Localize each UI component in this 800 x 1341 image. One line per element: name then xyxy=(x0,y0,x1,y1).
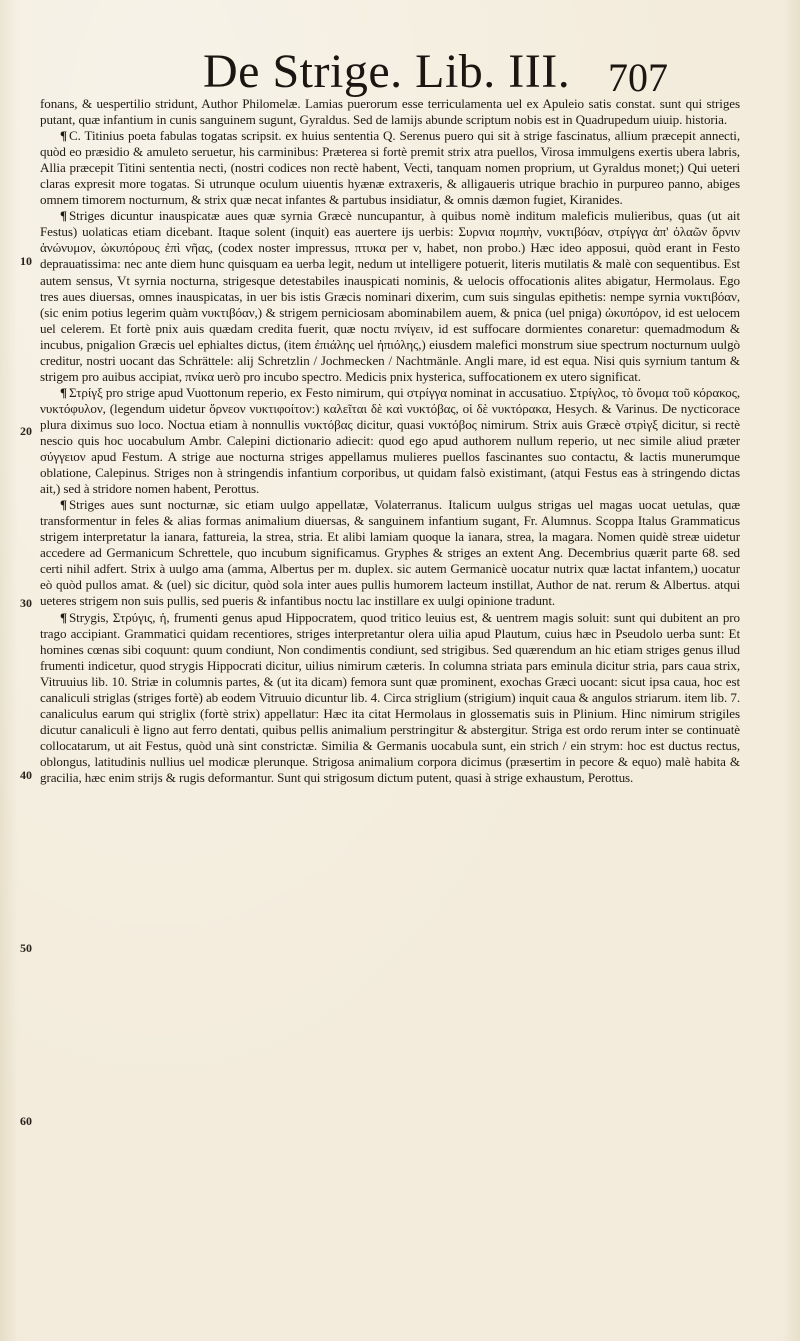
paragraph-text: Striges dicuntur inauspicatæ aues quæ syrnia Græcè nuncupantur, à quibus nomè inditum maleficis mulieribus, quas (ut ait Festus) uolaticas etiam dicebant. Itaque solent (inquit) eas auertere ijs uerbis: Συρνια πομπὴν, νυκτιβόαν, στρίγγα ἀπ' ὀλαῶν ὄρνιν ἀνώνυμον, ὠκυπόρους ἐπὶ νῆας, (codex noster impressus, πτυκα per v, habet, non probo.) Hæc ideo apposui, quòd erant in Festo deprauatissima: nec ante diem hunc quisquam ea uerba legit, nedum ut intelligere potuerit, literis mutilatis & malè con sequentibus. Est autem sensus, Vt syrnia nocturna, strigesque detestabiles inauspicati nominis, & uelocis offocationis alites abigatur, Hermolaus. Ego tres aues diuersas, omnes inauspicatas, in uer bis istis Græcis nominari dixerim, cum suis singulas epithetis: nempe syrnia νυκτιβόαν, (sic enim potius legerim quàm νυκτιβόαν,) & strigem perniciosam abominabilem auem, & pnica (uel pniga) ὠκυπόρον, id est uelocem uel celerem. Et fortè pnix auis quædam credita fuerit, quæ noctu πνίγειν, id est suffocare dormientes conaretur: quemadmodum & incubus, pnigalion Græcis uel ephialtes dictus, (item ἐπιάλης uel ἠπιόλης,) eiusdem malefici monstrum siue spectrum nocturnum uulgò creditur, nostri uocant das Schrättele: alij Schretzlin / Jochmecken / Nachtmänle. Angli mare, id est equa. Nisi quis syrnium tantum & strigem pro auibus accipiat, πνίκα uerò pro incubo spectro. Medicis pnix hysterica, suffocationem ex utero significat. xyxy=(40,208,740,384)
line-number: 20 xyxy=(20,424,32,438)
paragraph-text: Strygis, Στρύγις, ἡ, frumenti genus apud Hippocratem, quod tritico leuius est, & uentrem magis soluit: sunt qui dubitent an pro trago accipiant. Grammatici quidam recentiores, striges interpretantur olera uilia apud Plautum, cuius hæc in Pseudolo uerba sunt: Et homines cœnas sibi coquunt: quum condiunt, Non condimentis condiunt, sed strigibus. Sed quærendum an hic etiam striges genus illud frumenti indicetur, quod strygis Hippocrati dicitur, uilius nimirum cæteris. In columna striata pars eminula dicitur stria, pars caua strix, Vitruuius lib. 10. Striæ in columnis partes, & (ut ita dicam) femora sunt quæ prominent, exochas Græci uocant: sicut ipsa caua, hoc est canaliculi striglas (striges fortè) ab eodem Vitruuio dicuntur lib. 4. Circa striglium (strigium) inquit caua & angulos striarum. item lib. 7. canaliculus earum qui striglix (fortè strix) appellatur: Hæc ita citat Hermolaus in glossematis suis in Plinium. Hinc nimirum strigiles dicutur canaliculi è ligno aut ferro dentati, quibus pellis animalium perstringitur & abstergitur. Striga est ordo rerum inter se continuatè collocatarum, ut ait Festus, quòd unà sint constrictæ. Similia & Germanis uocabula sunt, ein strich / ein strym: hoc est ductus rectus, oblongus, latitudinis nullius uel modicæ plerunque. Strigosa animalium corpora dicimus (præsertim in pecore & equo) malè habita & gracilia, hæc enim strijs & rugis deformantur. Sunt qui strigosum dictum putent, quasi à strige exhaustum, Perottus. xyxy=(40,609,740,785)
running-title: De Strige. Lib. III. xyxy=(203,45,571,98)
paragraph-text: Striges aues sunt nocturnæ, sic etiam uulgo appellatæ, Volaterranus. Italicum uulgus strigas uel magas uocat uetulas, quæ transformentur in feles & alias formas animalium diuersas, & sanguinem infantium sugant, Fr. Alumnus. Scoppa Italus Grammaticus strigem interpretatur la ianara, fattureia, la strea, stria. Et alibi lamiam quoque la ianara, strea, la magara. Nomen quidè streæ uidetur accedere ad Germanicum Schrettele, quo incubum significamus. Gryphes & striges an extent Ang. Decembrius quærit parte 68. sed certi nihil adfert. Strix à uulgo ama (amma, Albertus per m. duplex. sic autem Germanicè uocatur nutrix quæ lactat infantem,) uocatur eò quòd pullos amat. & (uel) sic dicitur, quòd sola inter aues pullis humorem lacteum instillat, Author de nat. rerum & Albertus. atqui ueteres strigem non suis pullis, sed pueris & infantibus noctu lac instillare ex uulgi opinione tradunt. xyxy=(40,497,740,609)
paragraph xyxy=(40,385,740,497)
paragraph-mark: ¶ xyxy=(60,609,67,625)
page-number: 707 xyxy=(608,55,668,100)
line-number: 40 xyxy=(20,768,32,782)
paragraph xyxy=(40,208,740,385)
line-number: 10 xyxy=(20,254,32,268)
line-number: 30 xyxy=(20,596,32,610)
paragraph-mark: ¶ xyxy=(60,497,67,513)
paragraph: fonans, & uespertilio stridunt, Author Philomelæ. Lamias puerorum esse terriculamenta uel ex Apuleio satis constat. sunt qui striges putant, quæ infantium in cunis sanguinem sugunt, Gyraldus. Sed de lamijs abunde scriptum nobis est in Quadrupedum uiuip. historia. xyxy=(40,96,740,128)
paragraph-text: C. Titinius poeta fabulas togatas scripsit. ex huius sententia Q. Serenus puero qui sit à strige fascinatus, allium præcepit annecti, quòd eo præsidio & amuleto seruetur, his carminibus: Præterea si fortè premit strix atra puellos, Virosa immulgens exertis ubera labris, Allia præcepit Titini sententia necti, (nostri codices non rectè habent, Vecti, tanquam nomen proprium, ut Gyraldus monet;) Qui ueteri claras expresit more togatas. Si utrunque oculum uiuentis hyænæ extraxeris, & alligaueris utrique brachio in purpureo panno, abiges omnem timorem nocturnum, & strix quæ necat infantes & partubus insidiatur, & omnis dæmon fugiet, Kiranides. xyxy=(40,128,740,208)
paragraph xyxy=(40,497,740,609)
paragraph-mark: ¶ xyxy=(60,208,67,224)
page-header xyxy=(0,44,800,104)
paragraph-mark: ¶ xyxy=(60,384,67,400)
paragraph xyxy=(40,128,740,208)
paragraph-mark: ¶ xyxy=(60,128,67,144)
line-number: 60 xyxy=(20,1114,32,1128)
line-number: 50 xyxy=(20,941,32,955)
paragraph-text: Στρίγξ pro strige apud Vuottonum reperio, ex Festo nimirum, qui στρίγγα nominat in accusatiuo. Στρίγλος, τὸ ὄνομα τοῦ κόρακος, νυκτόφυλον, (legendum uidetur ὄρνεον νυκτιφοίτον:) καλεῖται δὲ καὶ νυκτόβας, οἱ δὲ νυκτόρακα, Hesych. & Varinus. De nycticorace plura diximus suo loco. Noctua etiam à nonnullis νυκτόβας dicitur, quasi νυκτόβος nimirum. Strix auis Græcè στρὶγξ dicitur, si rectè nescio quis hoc uocabulum Ambr. Calepini dictionario adiecit: quod ego apud authorem nullum reperio, ut nec simile aliud præter σύγγειον apud Festum. A strige aue nocturna striges appellamus mulieres puellos fascinantes suo contactu, & lactis munerumque oblatione, Calepinus. Striges non à stringendis infantium corporibus, ut quidam falsò existimant, (atqui Festus eas à stringendo dictas ait,) sed à stridore nomen habent, Perottus. xyxy=(40,384,740,497)
paragraph xyxy=(40,610,740,787)
body-text xyxy=(40,96,740,786)
